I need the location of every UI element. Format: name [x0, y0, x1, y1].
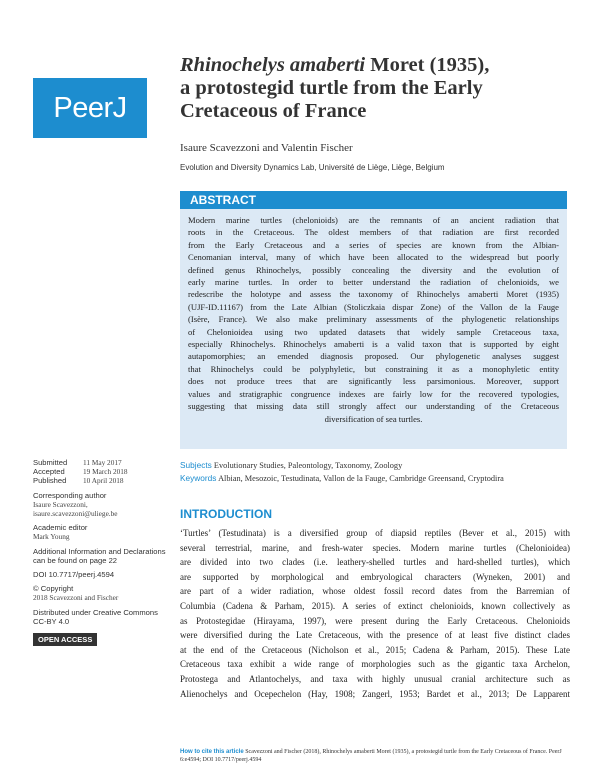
intro-line: are supported by morphological and embryological characters (Wyneken, 2001) and — [180, 571, 570, 582]
copyright-block — [33, 584, 168, 602]
copyright-icon: © — [33, 584, 39, 594]
abstract-line: (UJF-ID.11167) from the Late Albian (Stoliczkaia dispar Zone) of the Vallon de la Fauge — [188, 301, 559, 312]
intro-line: Cretaceous taxa exhibit a wide range of morphologies such as the gigantic taxa Archelon, — [180, 659, 570, 670]
article-sidebar — [33, 458, 168, 646]
citation-text: Scavezzoni and Fischer (2018), Rhinochelys amaberti Moret (1935), a protostegid turtle from the Early Cretaceous of France. PeerJ 6:e4594; DOI 10.7717/peerj.4594 — [180, 749, 562, 763]
license: Distributed under Creative Commons CC-BY 4.0 — [33, 607, 158, 626]
abstract-line: diversification of sea turtles. — [324, 413, 423, 424]
accepted-label: Accepted — [33, 467, 65, 477]
editor-name: Mark Young — [33, 532, 70, 542]
corresponding-label: Corresponding author — [33, 490, 107, 500]
published-label: Published — [33, 476, 67, 486]
intro-line: Alienochelys and Ocepechelon (Hay, 1908; Zangerl, 1953; Bardet et al., 2013; De Lapparent — [180, 688, 570, 699]
intro-line: were diversified during the Late Cretaceous, with the presence of at least five distinct clades — [180, 630, 570, 641]
abstract-line: from the Early Cretaceous and a series of species are known from the Albian- — [188, 239, 559, 250]
authors: Isaure Scavezzoni and Valentin Fischer — [180, 142, 353, 154]
doi[interactable]: DOI 10.7717/peerj.4594 — [33, 570, 115, 580]
intro-line: ‘Turtles’ (Testudinata) is a diversified group of diapsid reptiles (Bever et al., 2015) with — [180, 528, 570, 538]
intro-line: are part of a wider radiation, whose oldest fossil record dates from the Barremian of — [180, 586, 570, 597]
abstract-line: that Rhinochelys could be polyphyletic, but constraining it as a monophyletic entity — [188, 363, 559, 374]
abstract-line: especially Rhinochelys. Rhinochelys amaberti is a valid taxon that is supported by eight — [188, 339, 559, 350]
intro-line: as Protostegidae (Hirayama, 1997), were present during the Early Cretaceous. Chelonioids — [180, 615, 570, 626]
abstract-line: Modern marine turtles (chelonioids) are the remnants of an ancient radiation that — [188, 215, 559, 225]
citation-footer — [180, 748, 580, 764]
title-line-2: a protostegid turtle from the Early — [180, 77, 483, 99]
peerj-logo: PeerJ — [33, 78, 147, 138]
citation-label: How to cite this article — [180, 749, 244, 755]
corresponding-block — [33, 491, 168, 519]
abstract-line: autapomorphies; an emended diagnosis proposed. Our phylogenetic analyses suggest — [188, 351, 559, 362]
published-date: 10 April 2018 — [83, 476, 124, 486]
editor-label: Academic editor — [33, 523, 88, 533]
introduction-heading: INTRODUCTION — [180, 507, 272, 521]
keywords-label: Keywords — [180, 473, 217, 483]
intro-line: at the end of the Cretaceous (Nicholson et al., 2015; Cadena & Parham, 2015). These Late — [180, 644, 570, 655]
accepted-date: 19 March 2018 — [83, 467, 128, 477]
abstract-line: redescribe the holotype and assess the taxonomy of Rhinochelys amaberti Moret (1935) — [188, 289, 559, 300]
abstract-line: defined genus Rhinochelys, possibly concealing the diversity and the evolution of — [188, 264, 559, 275]
corresponding-email[interactable]: isaure.scavezzoni@uliege.be — [33, 509, 118, 519]
abstract-heading: ABSTRACT — [180, 191, 567, 209]
title-line-3: Cretaceous of France — [180, 100, 367, 122]
title-line-1: Rhinochelys amaberti Moret (1935), — [180, 54, 490, 76]
copyright-label: Copyright — [40, 584, 74, 594]
intro-line: Columbia (Cadena & Parham, 2015). A series of extinct chelonioids, known collectively as — [180, 600, 570, 611]
intro-line: are divided into two clades (i.e. leathery-shelled turtles and hard-shelled turtles), which — [180, 557, 570, 568]
open-access-badge: OPEN ACCESS — [33, 633, 97, 646]
intro-line: Protostega and Atlantochelys, and taxa with highly unusual cranial architecture such as — [180, 673, 570, 684]
editor-block — [33, 523, 168, 541]
subjects-text: Evolutionary Studies, Paleontology, Taxonomy, Zoology — [213, 461, 403, 470]
submitted-label: Submitted — [33, 458, 68, 467]
abstract-line: early marine turtles. In order to better understand the radiation of chelonioids, we — [188, 277, 559, 288]
abstract-line: does not produce trees that are significantly less parsimonious. Moreover, support — [188, 376, 559, 387]
introduction-body — [180, 526, 570, 701]
corresponding-name: Isaure Scavezzoni, — [33, 499, 88, 509]
affiliation: Evolution and Diversity Dynamics Lab, Université de Liège, Liège, Belgium — [180, 163, 445, 172]
abstract-line: suggesting that missing data still strongly affect our understanding of the Cretaceous — [188, 401, 559, 412]
abstract-line: roots in the Cretaceous. The oldest members of that radiation are first recorded — [188, 227, 559, 238]
intro-line: several terrestrial, marine, and fresh-water species. Modern marine turtles (Chelonioidea) — [180, 542, 570, 553]
subjects-label: Subjects — [180, 460, 212, 470]
article-title — [180, 54, 580, 123]
abstract-line: of Chelonioidea using two updated datasets that widely sample Cretaceous taxa, — [188, 326, 559, 337]
abstract-line: Cenomanian interval, many of which have been allocated to the widespread but poorly — [188, 252, 559, 263]
copyright-holders: 2018 Scavezzoni and Fischer — [33, 593, 119, 603]
dates-block — [33, 458, 168, 486]
submitted-date: 11 May 2017 — [83, 458, 122, 467]
abstract-body — [180, 209, 567, 449]
abstract-line: (Isère, France). We also make preliminary assessments of the phylogenetic relationships — [188, 314, 559, 325]
keywords-text: Albian, Mesozoic, Testudinata, Vallon de la Fauge, Cambridge Greensand, Cryptodira — [218, 474, 504, 483]
subjects — [180, 460, 402, 470]
abstract-line: values and stratigraphic congruence indexes are fairly low for the recovered typologies, — [188, 388, 559, 399]
additional-info: Additional Information and Declarations can be found on page 22 — [33, 546, 166, 565]
keywords — [180, 473, 580, 483]
